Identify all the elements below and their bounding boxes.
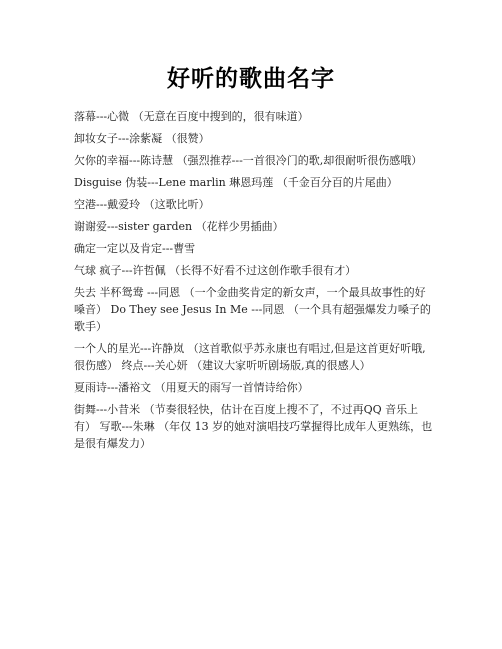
song-entry-11: 夏雨诗---潘裕文 （用夏天的雨写一首情诗给你）	[74, 381, 309, 394]
song-entry-7: 确定一定以及肯定---曹雪	[74, 242, 196, 255]
song-entry-1: 落幕---心微 （无意在百度中搜到的，很有味道）	[74, 110, 309, 123]
song-list	[74, 108, 436, 457]
document-title: 好听的歌曲名字	[167, 65, 335, 92]
song-entry-12: 街舞---小昔米 （节奏很轻快，估计在百度上搜不了，不过再QQ 音乐上有） 写歌---朱琳 （年仅 13 岁的她对演唱技巧掌握得比成年人更熟练，也是很有爆发力）	[74, 403, 433, 450]
song-entry-9: 失去 半杯鸳鸯 ---同恩 （一个金曲奖肯定的新女声，一个最具故事性的好嗓音） Do They see Jesus In Me ---同恩 （一个具有超强爆发力嗓子的歌手）	[74, 286, 431, 333]
song-entry-10: 一个人的星光---许静岚 （这首歌似乎苏永康也有唱过,但是这首更好听哦,很伤感） 终点---关心妍 （建议大家听听剧场版,真的很感人）	[74, 342, 426, 372]
song-entry-4: Disguise 伪装---Lene marlin 琳恩玛莲 （千金百分百的片尾曲）	[74, 176, 398, 189]
song-entry-6: 谢谢爱---sister garden （花样少男插曲）	[74, 220, 284, 233]
song-entry-5: 空港---戴爱玲 （这歌比听）	[74, 198, 210, 211]
song-entry-2: 卸妆女子---涂紫凝 （很赞）	[74, 132, 210, 145]
song-entry-8: 气球 疯子---许哲佩 （长得不好看不过这创作歌手很有才）	[74, 264, 357, 277]
song-entry-3: 欠你的幸福---陈诗慧 （强烈推荐---一首很冷门的歌,却很耐听很伤感哦）	[74, 154, 423, 167]
